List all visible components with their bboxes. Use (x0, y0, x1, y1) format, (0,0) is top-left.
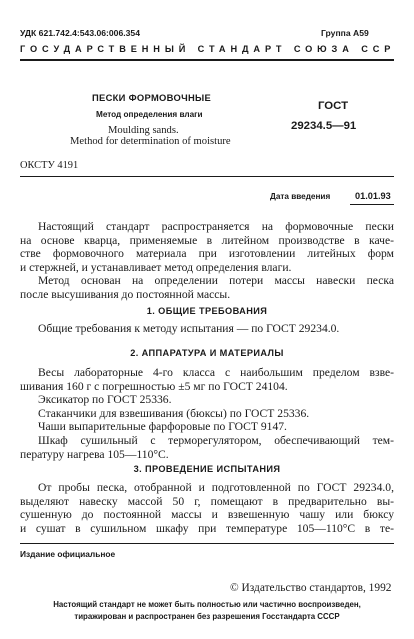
section-heading-apparatus: 2. АППАРАТУРА И МАТЕРИАЛЫ (130, 348, 284, 358)
gost-number: 29234.5—91 (291, 120, 357, 132)
apparatus-line: Эксикатор по ГОСТ 25336. (38, 393, 172, 407)
apparatus-line: шивания 160 г с погрешностью ±5 мг по ГОСТ 24104. (20, 379, 288, 393)
title-rule (20, 176, 394, 177)
document-subtitle: Метод определения влаги (96, 110, 203, 119)
gost-label: ГОСТ (318, 100, 349, 112)
procedure-line: От пробы песка, отобранной и подготовленной по ГОСТ 29234.0, (38, 481, 394, 494)
footer-rule (20, 543, 394, 544)
english-title-line1: Moulding sands. (108, 125, 179, 136)
apparatus-line: Стаканчики для взвешивания (бюксы) по ГОСТ 25336. (38, 406, 310, 420)
procedure-line: сушенную до постоянной массы и взвешенную чашу или бюксу (20, 508, 394, 522)
apparatus-line: Весы лабораторные 4-го класса с наибольшим пределом взве- (38, 366, 394, 379)
intro-paragraph (20, 220, 394, 302)
header-rule (20, 59, 394, 61)
section-heading-procedure: 3. ПРОВЕДЕНИЕ ИСПЫТАНИЯ (133, 464, 281, 474)
date-label: Дата введения (270, 192, 331, 201)
intro-line: Метод основан на определении потери массы навески песка (38, 274, 394, 288)
reproduction-notice-line2: тиражирован и распространен без разрешения Госстандарта СССР (74, 612, 340, 621)
apparatus-line: Шкаф сушильный с терморегулятором, обеспечивающий тем- (38, 433, 394, 447)
date-value: 01.01.93 (355, 191, 391, 201)
intro-line: после высушивания до постоянной массы. (20, 287, 231, 301)
section2-paragraph (20, 366, 394, 461)
intro-line: стве формовочного материала при изготовлении литейных форм (20, 247, 394, 261)
date-underline (350, 204, 394, 205)
copyright: © Издательство стандартов, 1992 (230, 582, 392, 594)
intro-line: на основе кварца, применяемые в литейном производстве в каче- (20, 233, 394, 247)
section-heading-general: 1. ОБЩИЕ ТРЕБОВАНИЯ (146, 306, 268, 316)
procedure-line: и сушат в сушильном шкафу при температуре 105—110°С в те- (20, 521, 394, 535)
procedure-line: выделяют навеску массой 50 г, помещают в предварительно вы- (20, 494, 394, 508)
section1-line: Общие требования к методу испытания — по ГОСТ 29234.0. (38, 322, 340, 335)
reproduction-notice-line1: Настоящий стандарт не может быть полностью или частично воспроизведен, (53, 600, 361, 609)
okstu-code: ОКСТУ 4191 (20, 160, 79, 171)
section1-paragraph (20, 322, 394, 336)
english-title-line2: Method for determination of moisture (70, 136, 231, 147)
apparatus-line: пературу нагрева 105—110°С. (20, 447, 169, 461)
group-code: Группа А59 (321, 28, 369, 38)
intro-line: Настоящий стандарт распространяется на формовочные пески (38, 220, 394, 233)
udk-code: УДК 621.742.4:543.06:006.354 (20, 28, 140, 38)
section3-paragraph (20, 481, 394, 535)
document-title: ПЕСКИ ФОРМОВОЧНЫЕ (92, 92, 212, 103)
org-title: ГОСУДАРСТВЕННЫЙ СТАНДАРТ СОЮЗА ССР (20, 44, 396, 54)
intro-line: и стержней, и устанавливает метод определения влаги. (20, 260, 292, 274)
official-edition: Издание официальное (20, 549, 116, 559)
apparatus-line: Чаши выпарительные фарфоровые по ГОСТ 9147. (38, 420, 287, 434)
